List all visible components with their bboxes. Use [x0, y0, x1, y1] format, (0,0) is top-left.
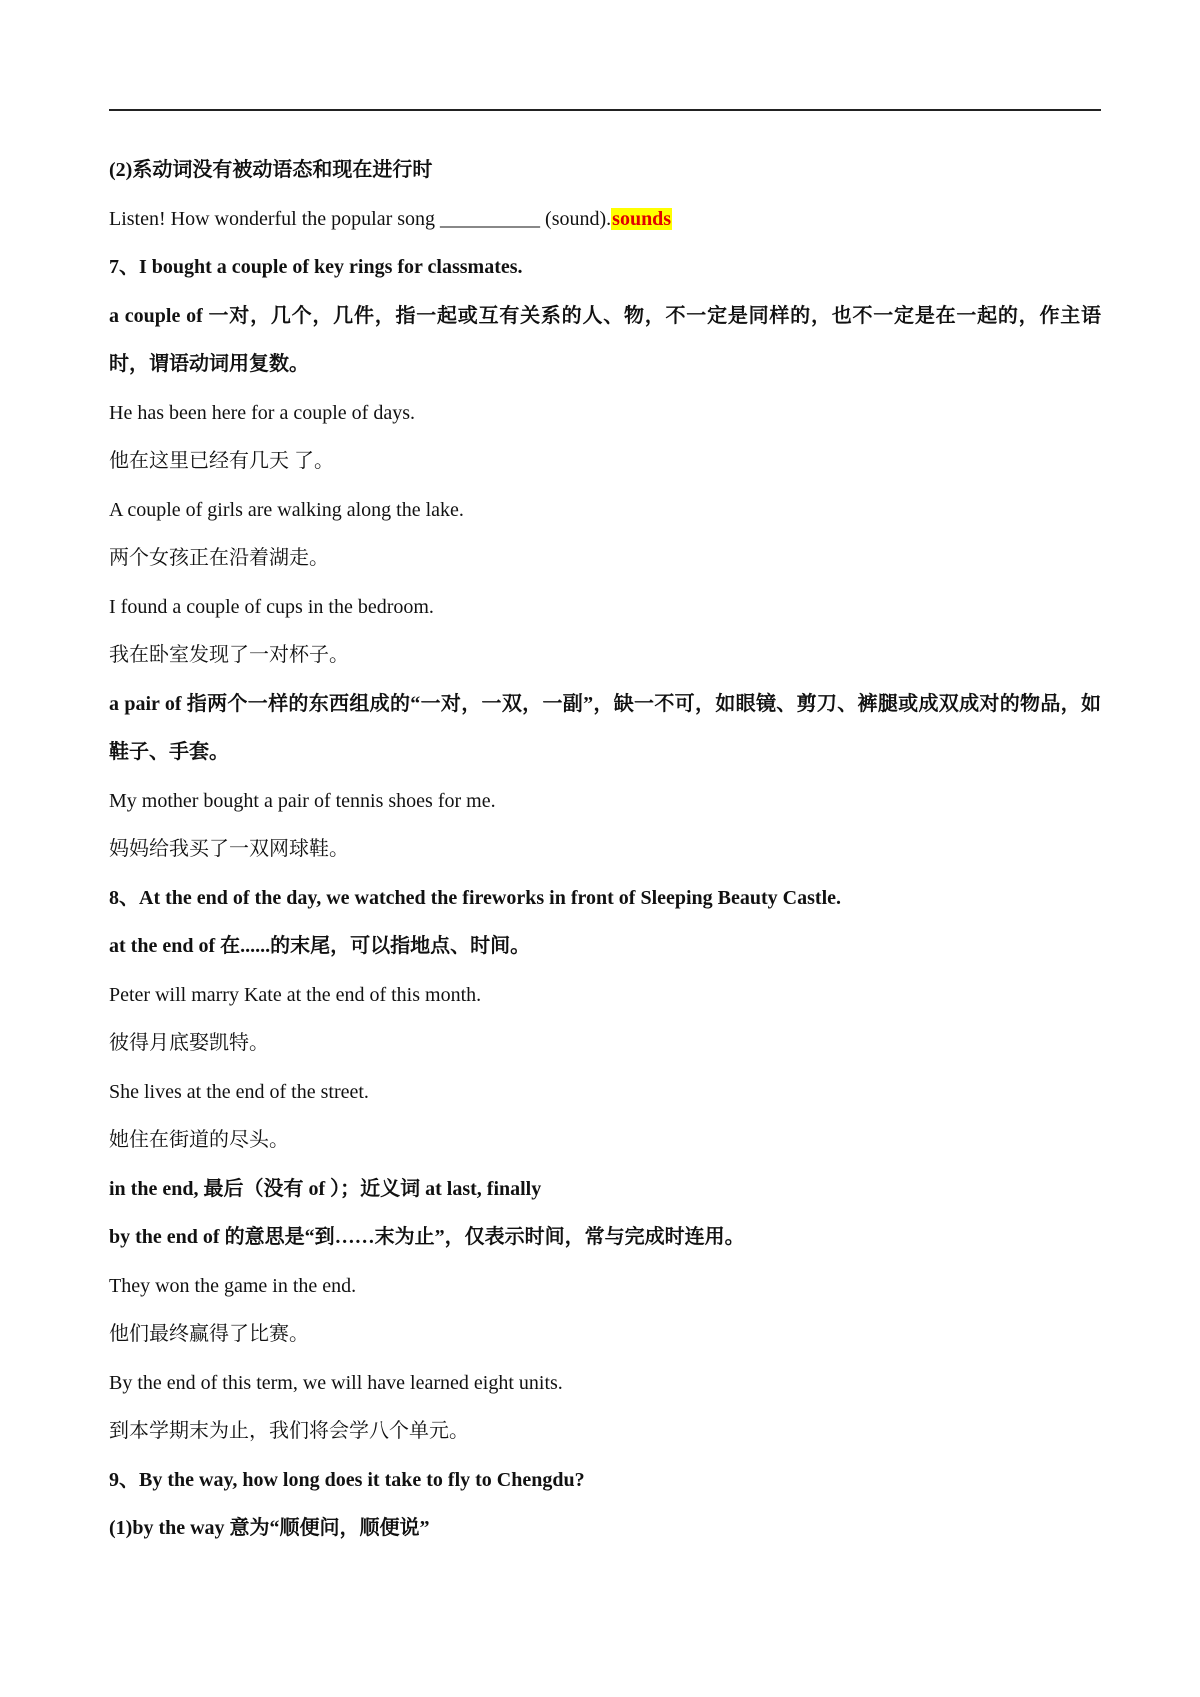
section-heading-7: 7、I bought a couple of key rings for classmates.	[109, 256, 523, 278]
definition-by-the-end-of: by the end of 的意思是“到……末为止”，仅表示时间，常与完成时连用。	[109, 1226, 745, 1248]
example-translation: 她住在街道的尽头。	[109, 1129, 289, 1151]
example-translation: 他在这里已经有几天 了。	[109, 450, 334, 472]
definition-at-the-end-of: at the end of 在......的末尾，可以指地点、时间。	[109, 935, 531, 957]
subsection-heading-linking-verb: (2)系动词没有被动语态和现在进行时	[109, 159, 433, 181]
example-sentence: By the end of this term, we will have learned eight units.	[109, 1371, 563, 1394]
definition-in-the-end: in the end, 最后（没有 of ）；近义词 at last, finally	[109, 1177, 542, 1200]
document-body	[109, 146, 1101, 1553]
example-translation: 他们最终赢得了比赛。	[109, 1323, 309, 1345]
example-translation: 到本学期末为止，我们将会学八个单元。	[109, 1420, 469, 1442]
example-sentence: A couple of girls are walking along the lake.	[109, 498, 464, 521]
example-translation: 妈妈给我买了一双网球鞋。	[109, 838, 349, 860]
example-sentence: They won the game in the end.	[109, 1274, 357, 1297]
definition-a-pair-of: a pair of 指两个一样的东西组成的“一对，一双，一副”，缺一不可，如眼镜、剪刀、裤腿或成双成对的物品，如鞋子、手套。	[109, 692, 1101, 763]
header-rule	[109, 109, 1101, 111]
example-sentence: Peter will marry Kate at the end of this month.	[109, 983, 482, 1006]
definition-a-couple-of: a couple of 一对，几个，几件，指一起或互有关系的人、物，不一定是同样的，也不一定是在一起的，作主语时，谓语动词用复数。	[109, 304, 1101, 375]
example-sentence: My mother bought a pair of tennis shoes for me.	[109, 789, 496, 812]
section-heading-8: 8、At the end of the day, we watched the fireworks in front of Sleeping Beauty Castle.	[109, 886, 842, 909]
example-translation: 彼得月底娶凯特。	[109, 1032, 269, 1054]
example-sentence: He has been here for a couple of days.	[109, 401, 415, 424]
subsection-heading-by-the-way: (1)by the way 意为“顺便问，顺便说”	[109, 1517, 430, 1539]
example-translation: 我在卧室发现了一对杯子。	[109, 644, 349, 666]
section-heading-9: 9、By the way, how long does it take to fly to Chengdu?	[109, 1468, 585, 1491]
example-sentence: She lives at the end of the street.	[109, 1080, 369, 1103]
highlighted-answer: sounds	[612, 207, 672, 230]
example-sentence: I found a couple of cups in the bedroom.	[109, 595, 434, 618]
exercise-line	[109, 195, 1101, 244]
example-translation: 两个女孩正在沿着湖走。	[109, 547, 329, 569]
exercise-text: Listen! How wonderful the popular song __________ (sound).	[109, 207, 612, 230]
